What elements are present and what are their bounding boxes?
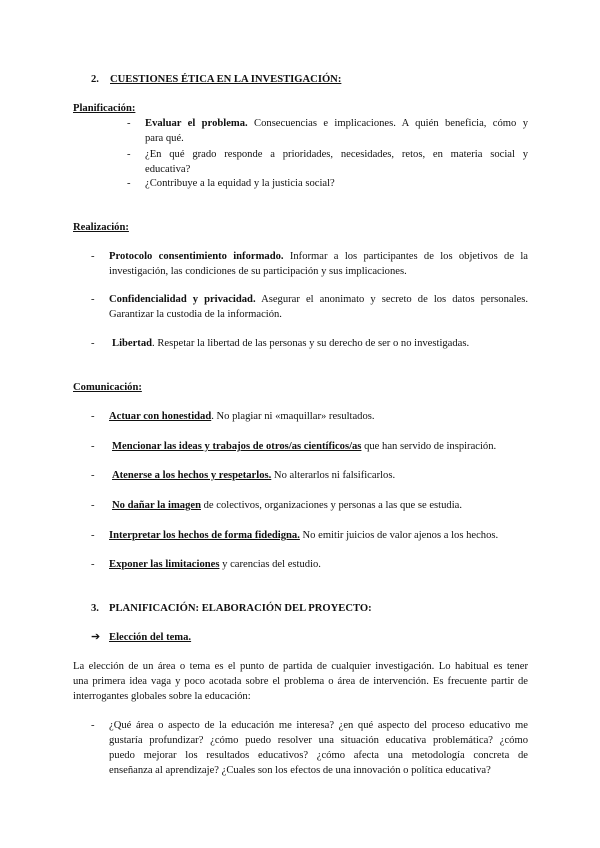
list-bullet: - xyxy=(91,338,95,349)
item-bold: Protocolo consentimiento informado. xyxy=(109,251,284,262)
question-line: ¿Qué área o aspecto de la educación me interesa? ¿en qué aspecto del proceso educativo me xyxy=(109,720,528,731)
list-bullet: - xyxy=(91,530,95,541)
item-text: Informar a los participantes de los objetivos de la xyxy=(283,251,528,262)
item-text: No emitir juicios de valor ajenos a los hechos. xyxy=(299,530,499,541)
list-bullet: - xyxy=(91,720,95,731)
list-item xyxy=(112,498,462,513)
list-bullet: - xyxy=(91,411,95,422)
item-bold: No dañar la imagen xyxy=(112,500,201,511)
item-text: que han servido de inspiración. xyxy=(361,441,497,452)
list-item xyxy=(112,336,469,351)
section-title: CUESTIONES ÉTICA EN LA INVESTIGACIÓN: xyxy=(110,74,342,85)
list-item-continuation: Garantizar la custodia de la información. xyxy=(109,309,282,320)
list-item xyxy=(145,116,528,131)
item-text: y carencias del estudio. xyxy=(219,559,321,570)
item-text: de colectivos, organizaciones y personas a las que se estudia. xyxy=(200,500,463,511)
list-item xyxy=(109,249,528,264)
list-bullet: - xyxy=(91,470,95,481)
subheading: Elección del tema. xyxy=(109,632,192,643)
list-bullet: - xyxy=(91,441,95,452)
question-line: puedo mejorar los resultados educativos? ¿cómo afecta una metodología concreta de xyxy=(109,750,528,761)
list-item: ¿En qué grado responde a prioridades, necesidades, retos, en materia social y xyxy=(145,149,528,160)
item-bold: Actuar con honestidad xyxy=(109,411,212,422)
list-item xyxy=(112,439,496,454)
list-bullet: - xyxy=(127,178,131,189)
list-item: ¿Contribuye a la equidad y la justicia social? xyxy=(145,178,335,189)
section-title: PLANIFICACIÓN: ELABORACIÓN DEL PROYECTO: xyxy=(109,603,372,614)
list-item xyxy=(109,409,375,424)
list-bullet: - xyxy=(91,251,95,262)
question-line: gustaría profundizar? ¿cómo puedo resolver una situación educativa problemática? ¿cómo xyxy=(109,735,528,746)
list-bullet: - xyxy=(91,500,95,511)
list-bullet: - xyxy=(127,149,131,160)
paragraph-line: La elección de un área o tema es el punto de partida de cualquier investigación. Lo habitual es tener xyxy=(73,661,528,672)
item-text: . Respetar la libertad de las personas y su derecho de ser o no investigadas. xyxy=(152,338,470,349)
paragraph-line: una primera idea vaga y poco acotada sobre el problema o área de intervención. Es frecuente partir de xyxy=(73,676,528,687)
list-bullet: - xyxy=(91,294,95,305)
item-text: No alterarlos ni falsificarlos. xyxy=(271,470,396,481)
planificacion-heading: Planificación: xyxy=(73,103,136,114)
item-bold: Exponer las limitaciones xyxy=(109,559,220,570)
paragraph-line: interrogantes globales sobre la educación: xyxy=(73,691,251,702)
item-bold: Interpretar los hechos de forma fidedigna. xyxy=(109,530,300,541)
item-bold: Confidencialidad y privacidad. xyxy=(109,294,256,305)
list-item xyxy=(109,292,528,307)
item-text: Asegurar el anonimato y secreto de los datos personales. xyxy=(255,294,528,305)
list-item-continuation: investigación, las condiciones de su participación y sus implicaciones. xyxy=(109,266,407,277)
item-bold: Atenerse a los hechos y respetarlos. xyxy=(112,470,272,481)
list-bullet: - xyxy=(91,559,95,570)
list-item xyxy=(112,468,395,483)
comunicacion-heading: Comunicación: xyxy=(73,382,142,393)
section-number: 2. xyxy=(91,74,99,85)
item-bold: Libertad xyxy=(112,338,153,349)
list-item xyxy=(109,528,498,543)
item-text: . No plagiar ni «maquillar» resultados. xyxy=(211,411,375,422)
question-line: enseñanza al aprendizaje? ¿Cuales son los efectos de una innovación o política educativa? xyxy=(109,765,491,776)
arrow-right-icon: ➔ xyxy=(91,631,101,643)
item-bold: Mencionar las ideas y trabajos de otros/as científicos/as xyxy=(112,441,362,452)
list-item-continuation: educativa? xyxy=(145,164,191,175)
item-bold: Evaluar el problema. xyxy=(145,118,248,129)
list-item-continuation: para qué. xyxy=(145,133,184,144)
list-bullet: - xyxy=(127,118,131,129)
item-text: Consecuencias e implicaciones. A quién beneficia, cómo y xyxy=(247,118,528,129)
realizacion-heading: Realización: xyxy=(73,222,129,233)
list-item xyxy=(109,557,321,572)
section-number: 3. xyxy=(91,603,99,614)
